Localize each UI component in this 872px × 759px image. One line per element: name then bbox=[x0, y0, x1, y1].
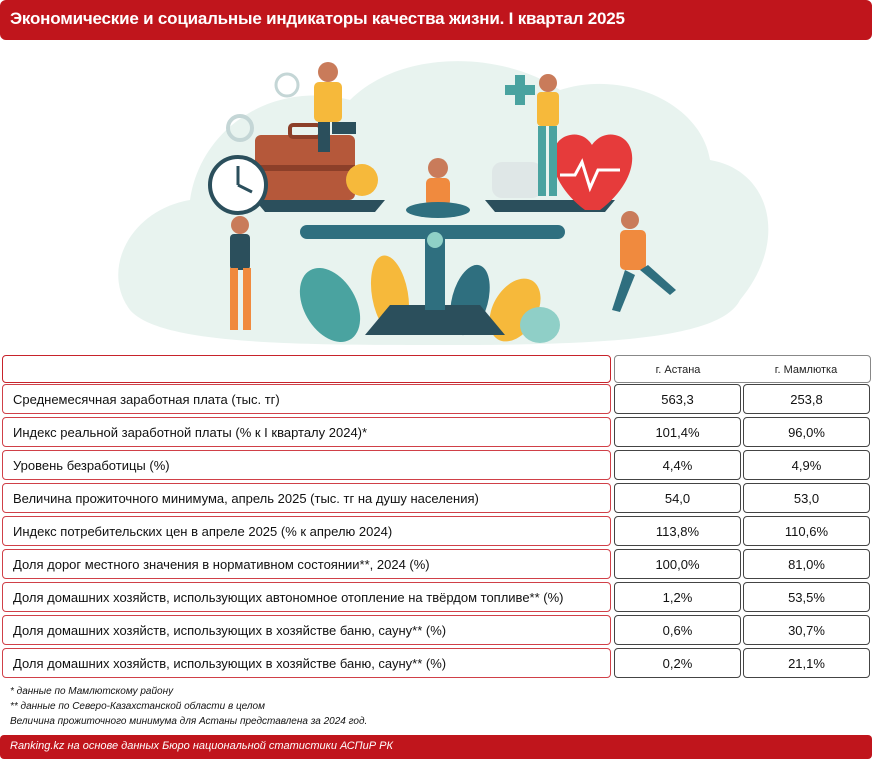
cell-mamlyutka-value: 53,0 bbox=[793, 491, 820, 506]
cell-astana-value: 1,2% bbox=[662, 590, 693, 605]
table-row-label bbox=[2, 483, 611, 513]
column-header-astana: г. Астана bbox=[655, 364, 701, 376]
table-row-label bbox=[2, 384, 611, 414]
cell-astana bbox=[614, 648, 741, 678]
cell-mamlyutka-value: 110,6% bbox=[784, 524, 829, 539]
cell-astana bbox=[614, 615, 741, 645]
row-label-text: Индекс реальной заработной платы (% к I кварталу 2024)* bbox=[13, 425, 368, 440]
note-2: ** данные по Северо-Казахстанской области в целом bbox=[10, 701, 265, 712]
cell-mamlyutka bbox=[743, 450, 870, 480]
row-label-text: Доля дорог местного значения в нормативном состоянии**, 2024 (%) bbox=[13, 557, 430, 572]
cell-mamlyutka bbox=[743, 384, 870, 414]
cell-astana-value: 4,4% bbox=[662, 458, 693, 473]
cell-mamlyutka-value: 96,0% bbox=[788, 425, 825, 440]
cell-astana bbox=[614, 549, 741, 579]
table-row-label bbox=[2, 582, 611, 612]
dollar-icon bbox=[276, 74, 298, 96]
cell-astana-value: 54,0 bbox=[664, 491, 691, 506]
cell-mamlyutka-value: 4,9% bbox=[791, 458, 822, 473]
row-label-text: Среднемесячная заработная плата (тыс. тг) bbox=[13, 392, 280, 407]
cell-astana bbox=[614, 483, 741, 513]
cell-astana-value: 563,3 bbox=[661, 392, 694, 407]
cell-mamlyutka-value: 81,0% bbox=[788, 557, 825, 572]
cell-mamlyutka bbox=[743, 615, 870, 645]
cell-astana-value: 101,4% bbox=[655, 425, 700, 440]
cell-mamlyutka-value: 21,1% bbox=[788, 656, 825, 671]
table-row-label bbox=[2, 450, 611, 480]
cell-mamlyutka bbox=[743, 516, 870, 546]
cell-astana bbox=[614, 417, 741, 447]
cell-mamlyutka-value: 53,5% bbox=[788, 590, 825, 605]
table-header-left bbox=[2, 355, 611, 383]
cell-mamlyutka bbox=[743, 417, 870, 447]
table-row-label bbox=[2, 648, 611, 678]
cell-astana-value: 0,6% bbox=[662, 623, 693, 638]
table-row-label bbox=[2, 516, 611, 546]
cell-mamlyutka bbox=[743, 648, 870, 678]
pillow-icon bbox=[492, 162, 542, 198]
cell-astana bbox=[614, 582, 741, 612]
cell-astana-value: 0,2% bbox=[662, 656, 693, 671]
row-label-text: Индекс потребительских цен в апреле 2025 (% к апрелю 2024) bbox=[13, 524, 393, 539]
cell-astana bbox=[614, 516, 741, 546]
column-header-mamlyutka: г. Мамлютка bbox=[774, 364, 838, 376]
table-row-label bbox=[2, 549, 611, 579]
note-1: * данные по Мамлютскому району bbox=[10, 686, 174, 697]
row-label-text: Доля домашних хозяйств, использующих автономное отопление на твёрдом топливе** (%) bbox=[13, 590, 564, 605]
cell-astana bbox=[614, 450, 741, 480]
clock-icon bbox=[210, 157, 266, 213]
illustration bbox=[0, 40, 872, 350]
cell-astana-value: 113,8% bbox=[655, 524, 700, 539]
cell-astana bbox=[614, 384, 741, 414]
cell-mamlyutka bbox=[743, 549, 870, 579]
row-label-text: Величина прожиточного минимума, апрель 2025 (тыс. тг на душу населения) bbox=[13, 491, 479, 506]
row-label-text: Доля домашних хозяйств, использующих в хозяйстве баню, сауну** (%) bbox=[13, 623, 447, 638]
header-banner bbox=[0, 0, 872, 40]
note-3: Величина прожиточного минимума для Астаны представлена за 2024 год. bbox=[10, 716, 368, 727]
row-label-text: Уровень безработицы (%) bbox=[13, 458, 170, 473]
footer-banner bbox=[0, 735, 872, 759]
coin-icon bbox=[346, 164, 378, 196]
cell-mamlyutka-value: 30,7% bbox=[788, 623, 825, 638]
page-title: Экономические и социальные индикаторы качества жизни. I квартал 2025 bbox=[10, 9, 625, 28]
table-row-label bbox=[2, 417, 611, 447]
cell-mamlyutka-value: 253,8 bbox=[790, 392, 823, 407]
cell-astana-value: 100,0% bbox=[655, 557, 700, 572]
cell-mamlyutka bbox=[743, 483, 870, 513]
cell-mamlyutka bbox=[743, 582, 870, 612]
table-row-label bbox=[2, 615, 611, 645]
briefcase-icon bbox=[255, 125, 355, 200]
source-credit: Ranking.kz на основе данных Бюро национальной статистики АСПиР РК bbox=[10, 740, 393, 752]
row-label-text: Доля домашних хозяйств, использующих в хозяйстве баню, сауну** (%) bbox=[13, 656, 447, 671]
